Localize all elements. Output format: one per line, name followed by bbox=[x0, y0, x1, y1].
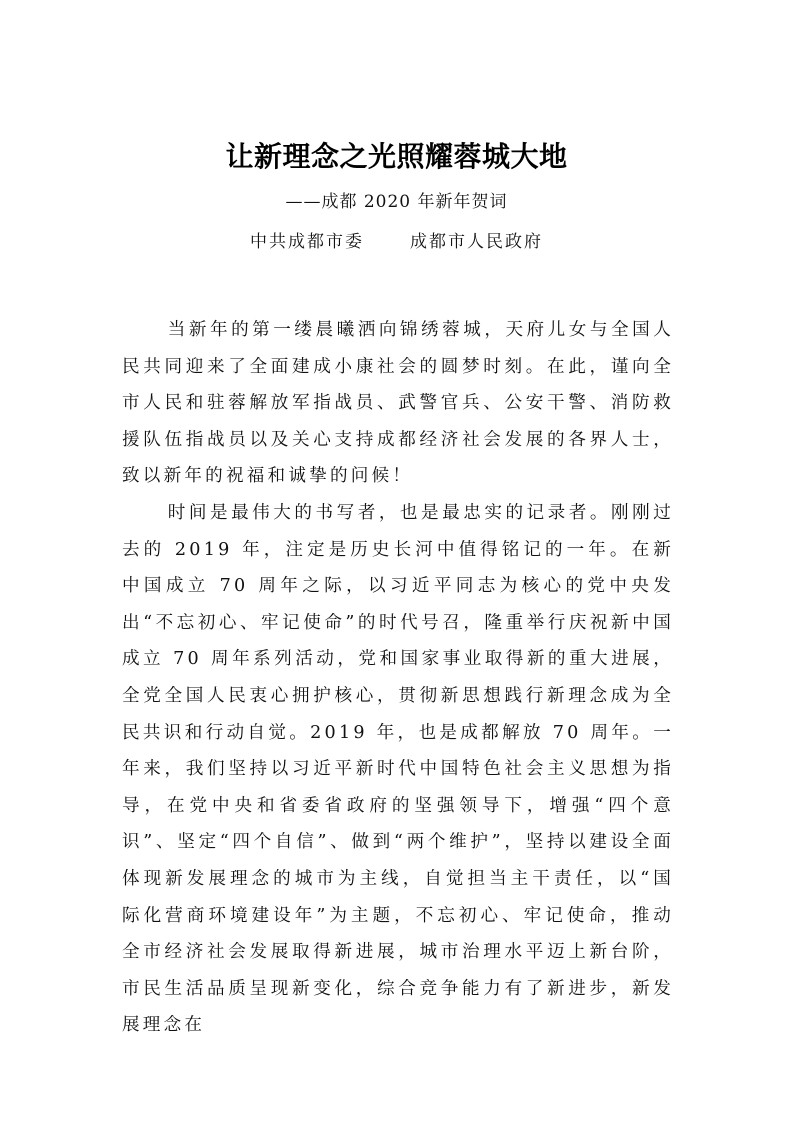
document-body bbox=[122, 312, 674, 1044]
author-government: 成都市人民政府 bbox=[410, 232, 543, 252]
document-title: 让新理念之光照耀蓉城大地 bbox=[225, 140, 568, 173]
author-party-committee: 中共成都市委 bbox=[250, 232, 364, 252]
document-authors bbox=[0, 230, 793, 254]
paragraph-greeting: 当新年的第一缕晨曦洒向锦绣蓉城，天府儿女与全国人民共同迎来了全面建成小康社会的圆梦时刻。在此，谨向全市人民和驻蓉解放军指战员、武警官兵、公安干警、消防救援队伍指战员以及关心支持成都经济社会发展的各界人士，致以新年的祝福和诚挚的问候！ bbox=[122, 320, 674, 487]
document-subtitle: ——成都 2020 年新年贺词 bbox=[285, 192, 508, 212]
paragraph-review: 时间是最伟大的书写者，也是最忠实的记录者。刚刚过去的 2019 年，注定是历史长河中值得铭记的一年。在新中国成立 70 周年之际，以习近平同志为核心的党中央发出“不忘初心、牢记使命”的时代号召，隆重举行庆祝新中国成立 70 周年系列活动，党和国家事业取得新的重大进展，全党全国人民衷心拥护核心，贯彻新思想践行新理念成为全民共识和行动自觉。2019 年，也是成都解放 70 周年。一年来，我们坚持以习近平新时代中国特色社会主义思想为指导，在党中央和省委省政府的坚强领导下，增强“四个意识”、坚定“四个自信”、做到“两个维护”，坚持以建设全面体现新发展理念的城市为主线，自觉担当主干责任，以“国际化营商环境建设年”为主题，不忘初心、牢记使命，推动全市经济社会发展取得新进展，城市治理水平迈上新台阶，市民生活品质呈现新变化，综合竞争能力有了新进步，新发展理念在 bbox=[122, 502, 674, 1036]
